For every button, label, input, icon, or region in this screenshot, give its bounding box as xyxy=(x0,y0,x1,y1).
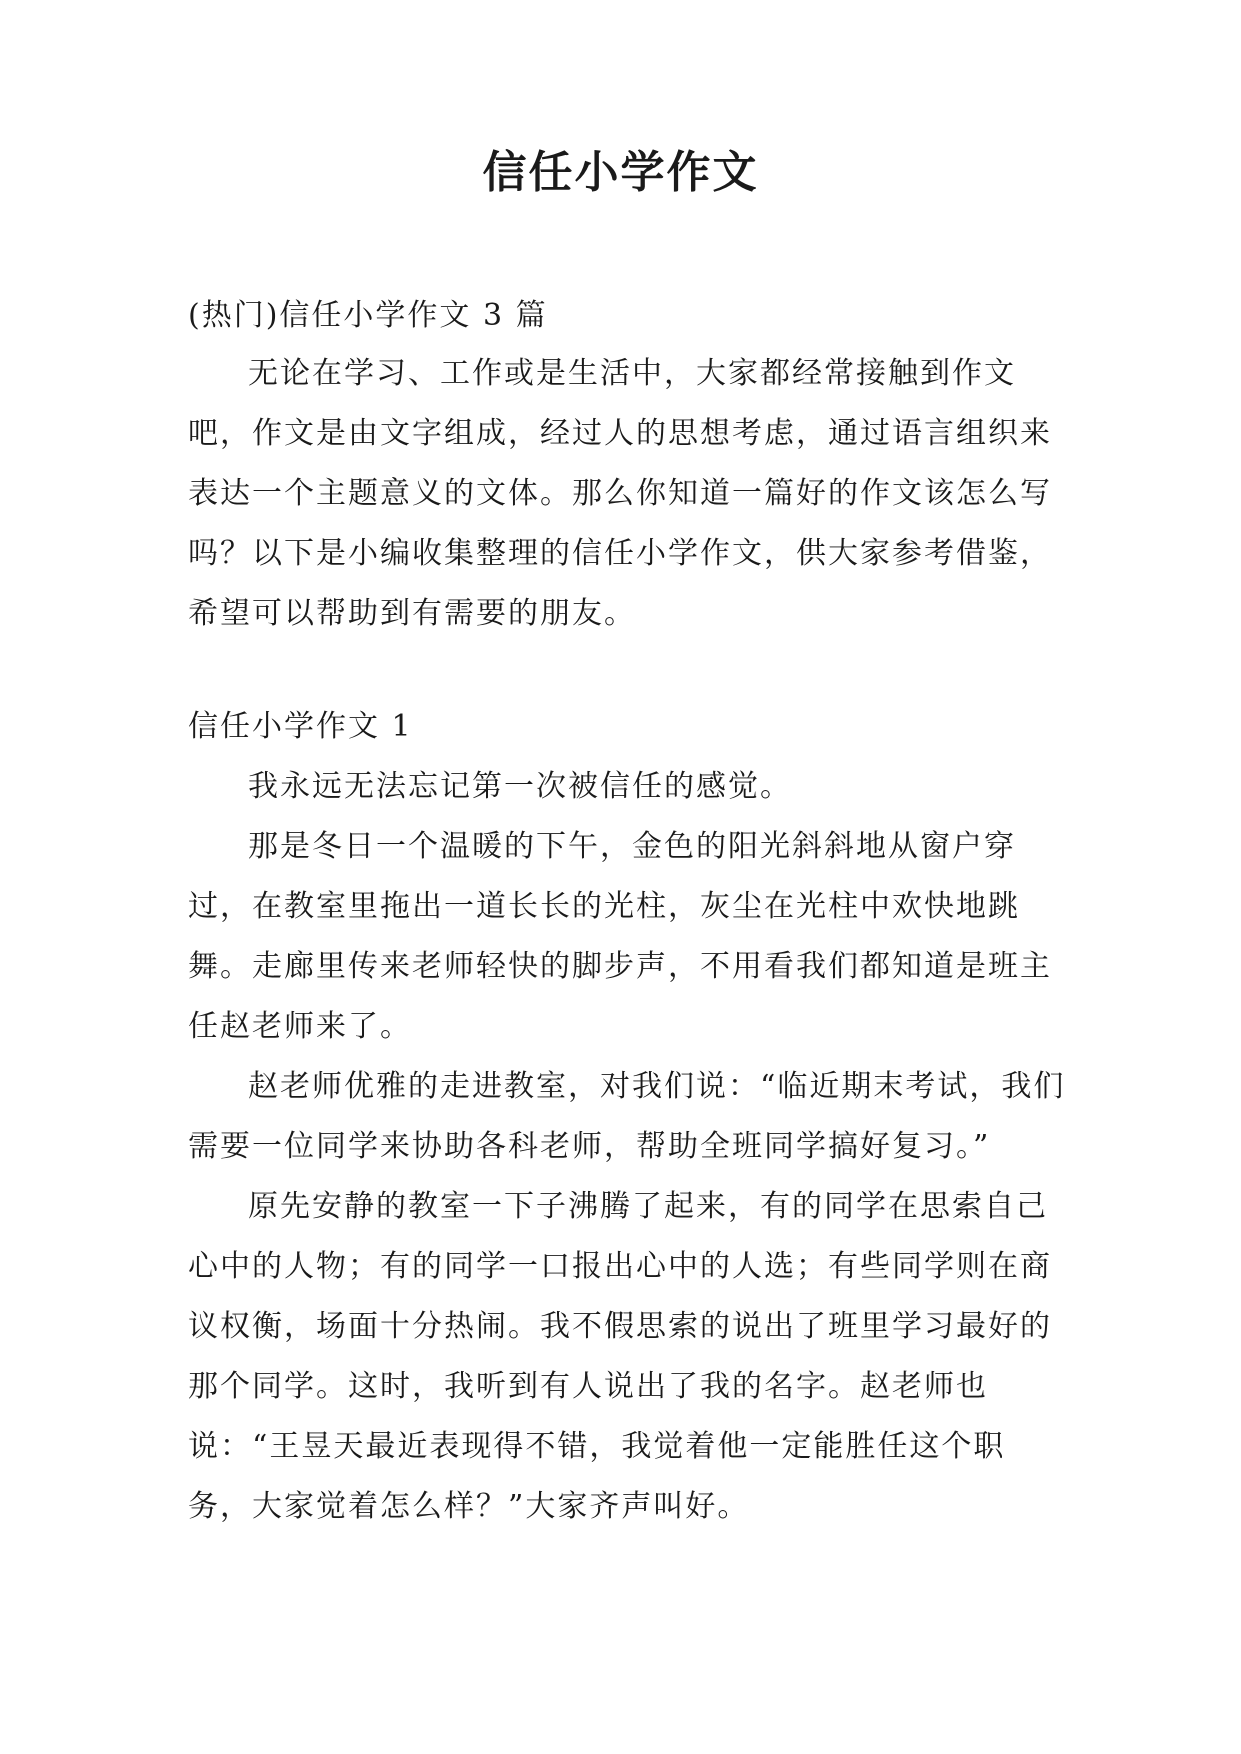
body-paragraph: 原先安静的教室一下子沸腾了起来，有的同学在思索自己心中的人物；有的同学一口报出心中的人选；有些同学则在商议权衡，场面十分热闹。我不假思索的说出了班里学习最好的那个同学。这时，我听到有人说出了我的名字。赵老师也说：“王昱天最近表现得不错，我觉着他一定能胜任这个职务，大家觉着怎么样？”大家齐声叫好。 xyxy=(188,1189,1052,1524)
body-paragraph: 那是冬日一个温暖的下午，金色的阳光斜斜地从窗户穿过，在教室里拖出一道长长的光柱，灰尘在光柱中欢快地跳舞。走廊里传来老师轻快的脚步声，不用看我们都知道是班主任赵老师来了。 xyxy=(188,829,1052,1044)
essay-section-1 xyxy=(188,697,1068,1537)
intro-block xyxy=(188,344,1068,644)
section-heading: 信任小学作文 1 xyxy=(188,709,413,744)
intro-paragraph: 无论在学习、工作或是生活中，大家都经常接触到作文吧，作文是由文字组成，经过人的思想考虑，通过语言组织来表达一个主题意义的文体。那么你知道一篇好的作文该怎么写吗？以下是小编收集整理的信任小学作文，供大家参考借鉴，希望可以帮助到有需要的朋友。 xyxy=(188,356,1052,631)
body-paragraph: 我永远无法忘记第一次被信任的感觉。 xyxy=(248,769,792,804)
document-subtitle: (热门)信任小学作文 3 篇 xyxy=(188,298,548,333)
document-title: 信任小学作文 xyxy=(482,147,759,198)
body-paragraph: 赵老师优雅的走进教室，对我们说：“临近期末考试，我们需要一位同学来协助各科老师，帮助全班同学搞好复习。” xyxy=(188,1069,1066,1164)
